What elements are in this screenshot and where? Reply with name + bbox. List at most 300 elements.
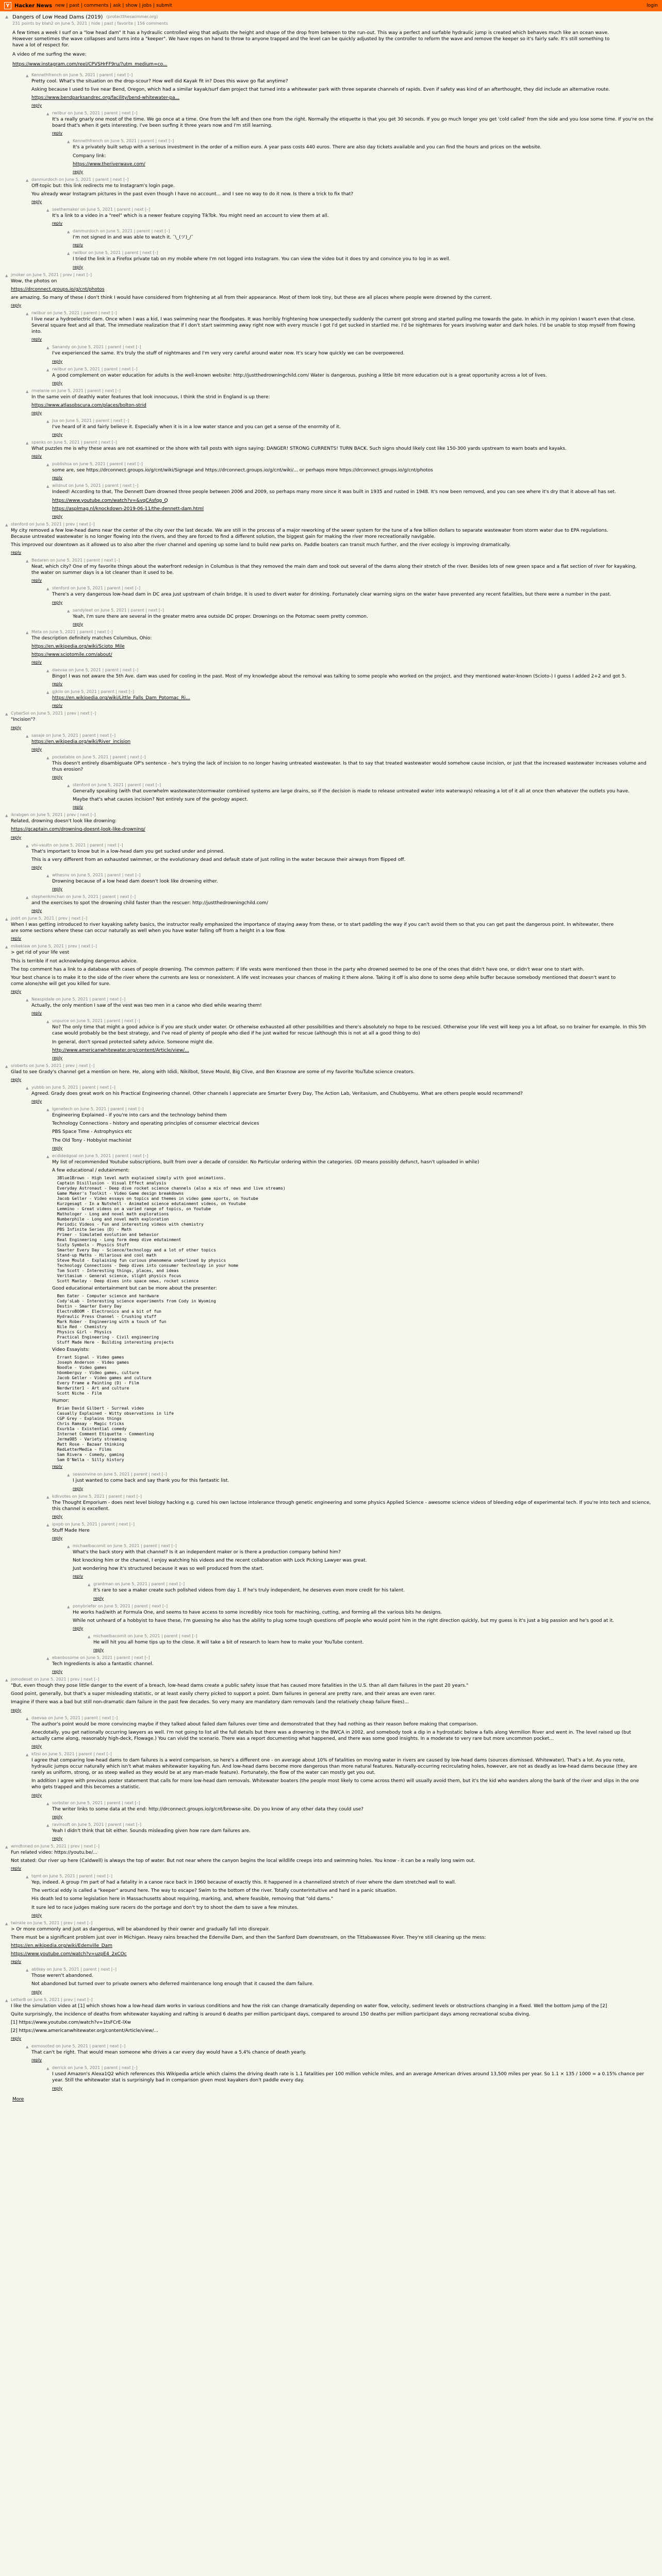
upvote-arrow-icon[interactable]: ▲	[67, 1473, 70, 1478]
comment-meta[interactable]: ponybriefer on June 5, 2021 | parent | next [–]	[73, 1603, 168, 1608]
comment-link[interactable]: https://www.bendparksandrec.org/facility/bend-whitewater-pa...	[31, 95, 180, 100]
top-nav	[55, 3, 174, 8]
reply-link[interactable]: reply	[52, 432, 63, 437]
upvote-arrow-icon[interactable]: ▲	[67, 1604, 70, 1609]
reply-link[interactable]: reply	[31, 1099, 42, 1104]
comment-body	[31, 388, 640, 415]
upvote-arrow-icon[interactable]: ▲	[26, 2045, 29, 2049]
comment-body	[52, 1522, 657, 1540]
upvote-arrow-icon[interactable]: ▲	[46, 1495, 49, 1499]
comment-text	[52, 1159, 657, 1463]
upvote-arrow-icon[interactable]: ▲	[5, 1998, 8, 2003]
site-name[interactable]: Hacker News	[14, 3, 52, 9]
upvote-arrow-icon[interactable]: ▲	[46, 208, 49, 213]
comment-meta[interactable]: Kennethfrench on June 5, 2021 | parent | next [–]	[73, 139, 174, 144]
comment-meta[interactable]: kfzsi on June 5, 2021 | parent | next [–]	[31, 1751, 112, 1756]
comment-meta[interactable]: Bedaren on June 5, 2021 | parent | next [–]	[31, 558, 120, 563]
comment-body	[52, 207, 657, 226]
comment-paragraph: Indeed! According to that, The Dennett Dam drowned three people between 2006 and 2009, so perhaps many more since it was built in 1935 and rusted in 1948. It's now been removed, and you can see where it's dry that it above-all has set.	[52, 489, 616, 495]
reply-link[interactable]: reply	[31, 454, 42, 459]
upvote-arrow-icon[interactable]: ▲	[67, 230, 70, 234]
comment	[46, 1154, 657, 1469]
upvote-arrow-icon[interactable]: ▲	[88, 1634, 91, 1639]
reply-link[interactable]: reply	[73, 1625, 84, 1631]
upvote-arrow-icon[interactable]: ▲	[5, 917, 8, 922]
reply-link[interactable]: reply	[52, 476, 63, 481]
comment-link[interactable]: http://www.americanwhitewater.org/content/Article/view/...	[52, 1047, 189, 1053]
comment-paragraph: I've heard of it and fairly believe it. Especially when it is in a low water stance and you can get a sense of the enormity of it.	[52, 424, 341, 430]
comment-link[interactable]: https://www.youtube.com/watch?v=&vqCAsfqg_Q	[52, 498, 168, 503]
upvote-arrow-icon[interactable]: ▲	[5, 273, 8, 278]
comment-meta[interactable]: lgenetech on June 5, 2021 | parent | next [–]	[52, 1107, 144, 1112]
comment-meta[interactable]: stenford on June 5, 2021 | parent | next [–]	[52, 586, 141, 591]
reply-link[interactable]: reply	[52, 1055, 63, 1060]
comment-meta[interactable]: ravinsoft on June 5, 2021 | parent | next [–]	[52, 1822, 141, 1827]
reply-link[interactable]: reply	[52, 359, 63, 364]
comment-meta[interactable]: mikeklaw on June 5, 2021 | prev | next [–]	[11, 944, 97, 949]
comment-meta[interactable]: Kennethfrench on June 5, 2021 | parent | next [–]	[31, 72, 133, 77]
comment-meta[interactable]: yubbb on June 5, 2021 | parent | next [–]	[31, 1084, 115, 1090]
comment	[46, 111, 657, 135]
upvote-arrow-icon[interactable]: ▲	[5, 14, 9, 19]
upvote-arrow-icon[interactable]: ▲	[26, 1752, 29, 1757]
reply-link[interactable]: reply	[31, 908, 42, 913]
comment-meta[interactable]: rmelanie on June 5, 2021 | parent | next [–]	[31, 388, 121, 393]
upvote-arrow-icon[interactable]: ▲	[46, 690, 49, 695]
upvote-arrow-icon[interactable]: ▲	[26, 1875, 29, 1879]
comment-text	[31, 900, 640, 906]
reply-link[interactable]: reply	[11, 989, 22, 994]
reply-link[interactable]: reply	[11, 550, 22, 555]
comment-paragraph: Maybe that's what causes incision? Not entirely sure of the geology aspect.	[73, 797, 249, 803]
upvote-arrow-icon[interactable]: ▲	[46, 367, 49, 372]
comment-meta[interactable]: daevaa on June 5, 2021 | parent | next [–]	[31, 1715, 118, 1720]
reply-link[interactable]: reply	[31, 337, 42, 342]
upvote-arrow-icon[interactable]: ▲	[46, 1823, 49, 1827]
comment-link[interactable]: https://en.wikipedia.org/wiki/Scioto_Mile	[31, 643, 125, 649]
comment-paragraph: There must be a significant problem just over in Michigan. Heavy rains breached the Edenville Dam, and then the Sanford Dam downstream, on the Tittabawassee River. They're still cleaning up the mess:	[11, 1935, 486, 1940]
more-link[interactable]: More	[12, 2096, 24, 2102]
comment	[46, 873, 657, 891]
reply-link[interactable]: reply	[52, 1464, 63, 1469]
comment-paragraph: Generally speaking (with that overwhelm wastewater/stormwater combined systems are large drains, so if the decision is made to release untreated water into waterways) releasing a lot of it all at once then whatever the outlets you have.	[73, 789, 630, 794]
comment-meta[interactable]: wildnut on June 5, 2021 | parent | next [–]	[52, 483, 139, 488]
comment-paragraph: My city removed a few low-head dams near the center of the city over the last decade. We are still in the process of a major reworking of the sewer system for the tune of a few billion dollars to separate wastewater from storm water due to EPA regulations. Because untreated wastewater is no longer flowing into the rivers, and they are forced to find a different solution, the biggest gain for making the river more recreationally navigable.	[11, 528, 608, 539]
comment-meta[interactable]: Meta on June 5, 2021 | parent | next [–]	[31, 629, 113, 634]
upvote-arrow-icon[interactable]: ▲	[46, 587, 49, 591]
upvote-arrow-icon[interactable]: ▲	[26, 895, 29, 900]
comment-meta[interactable]: sorbster on June 5, 2021 | parent | next [–]	[52, 1800, 140, 1805]
comment-meta[interactable]: unpurce on June 5, 2021 | parent | next [–]	[52, 1019, 140, 1024]
comment-meta[interactable]: abtkey on June 5, 2021 | parent | next [–]	[31, 1967, 117, 1972]
comment-body	[31, 997, 640, 1015]
reply-link[interactable]: reply	[31, 1011, 42, 1016]
comment-link[interactable]: https://www.atlasobscura.com/places/bolton-strid	[31, 402, 146, 408]
reply-link[interactable]: reply	[52, 380, 63, 385]
upvote-arrow-icon[interactable]: ▲	[46, 346, 49, 350]
header-bar	[0, 0, 662, 11]
comment-meta[interactable]: spanks on June 5, 2021 | parent | next [–]	[31, 440, 117, 445]
comment-body	[73, 139, 657, 174]
reply-link[interactable]: reply	[52, 1836, 63, 1841]
upvote-arrow-icon[interactable]: ▲	[46, 755, 49, 760]
comment-paragraph: I just wanted to come back and say thank you for this fantastic list.	[73, 1478, 229, 1484]
comment-meta[interactable]: rwilbur on June 5, 2021 | parent | next [–]	[52, 366, 138, 371]
reply-link[interactable]: reply	[52, 221, 63, 226]
comment-link[interactable]: https://www.theriverwave.com/	[73, 161, 145, 167]
comment-paragraph: Agreed. Grady does great work on his Practical Engineering channel. Other channels I appreciate are Smarter Every Day, The Action Lab, Veritasium, and Chubbyemu. What are others people would recommend?	[31, 1091, 523, 1096]
reply-link[interactable]: reply	[31, 865, 42, 870]
comment-meta[interactable]: jmoker on June 5, 2021 | prev | next [–]	[11, 272, 92, 277]
comment-meta[interactable]: ecdidedgoal on June 5, 2021 | parent | next [–]	[52, 1153, 148, 1158]
comment-paragraph: The writer links to some data at the end: http://drconnect.groups.io/g/cnt/browse-site. Do you know of any other data they could use?	[52, 1806, 363, 1812]
comment-text	[52, 1112, 657, 1144]
upvote-arrow-icon[interactable]: ▲	[46, 419, 49, 423]
comment	[67, 139, 657, 174]
reply-link[interactable]: reply	[11, 1077, 22, 1082]
comment-meta[interactable]: Jsa on June 5, 2021 | parent | next [–]	[52, 418, 129, 423]
login-link[interactable]: login	[647, 3, 658, 8]
comment-meta[interactable]: michaelbacomit on June 5, 2021 | parent | next [–]	[73, 1543, 177, 1548]
reply-link[interactable]: reply	[52, 1535, 63, 1540]
reply-link[interactable]: reply	[11, 936, 22, 941]
upvote-arrow-icon[interactable]: ▲	[5, 522, 8, 527]
comment-body	[52, 462, 657, 480]
comment-text	[52, 213, 657, 219]
comment-meta[interactable]: Sanandy on June 5, 2021 | parent | next [–]	[52, 345, 141, 350]
comment-link[interactable]: https://asplmag.nl/knockdown-2019-06-11/the-dennett-dam.html	[52, 506, 204, 512]
upvote-arrow-icon[interactable]: ▲	[5, 814, 8, 818]
nav-link-jobs[interactable]: jobs |	[142, 3, 155, 8]
comment-body	[31, 2044, 640, 2062]
comment-body	[11, 1844, 619, 1871]
comment-paragraph: What puzzles me is why these areas are not examined or the shore with tall posts with signs saying: DANGER! STRONG CURRENTS! TURN BACK. Such signs should likely cost like 150-300 yards upstream to warn boats and kayaks.	[31, 446, 567, 452]
comment-paragraph: While not unheard of a hobbyist to have these, I'm guessing he also has the ability to plug some tough questions off people who would point him in the right direction quickly, but my guess is it's just a big passion and he's good at it.	[73, 1618, 615, 1623]
reply-link[interactable]: reply	[11, 1866, 22, 1871]
reply-link[interactable]: reply	[31, 1989, 42, 1994]
reply-link[interactable]: reply	[73, 264, 84, 269]
reply-link[interactable]: reply	[52, 1145, 63, 1150]
upvote-arrow-icon[interactable]: ▲	[46, 669, 49, 673]
comment-paragraph: Those weren't abandoned.	[31, 1973, 93, 1979]
comment-link[interactable]: https://www.sciotomile.com/about/	[31, 652, 112, 658]
reply-link[interactable]: reply	[73, 1574, 84, 1579]
reply-link[interactable]: reply	[31, 2058, 42, 2063]
upvote-arrow-icon[interactable]: ▲	[46, 2066, 49, 2071]
comment-meta[interactable]: wthesnv on June 5, 2021 | parent | next [–]	[52, 872, 141, 877]
comment-link[interactable]: https://en.wikipedia.org/wiki/River_incision	[31, 739, 131, 744]
comment-meta[interactable]: sroberts on June 5, 2021 | prev | next [–]	[11, 1063, 95, 1068]
comment-paragraph: Quite surprisingly, the incidence of deaths from whitewater kayaking and rafting is around 6 deaths per million participant days, compared to around 150 deaths per million participant days among recreational scuba diving.	[11, 2011, 531, 2017]
upvote-arrow-icon[interactable]: ▲	[26, 734, 29, 738]
comment-text	[31, 1003, 640, 1009]
comment-paragraph: and the exercises to spot the drowning child faster than the rescuer: http://justthedrowningchild.com/	[31, 901, 268, 906]
comment	[26, 630, 657, 665]
comment	[46, 418, 657, 437]
comment-paragraph: He works had/with at Formula One, and seems to have access to some incredibly nice tools for machining, cutting, and forming all the various bits he designs.	[73, 1609, 442, 1615]
comment-text	[93, 1639, 657, 1646]
comment-paragraph: Anecdotally, you get nationally occurring lawyers as well. I'm not going to list all the full details but there was a drowning in the BWCA in 2002, and somebody took a dip in a hydrostatic below a falls along Vermilion River and went in. The level raised up (but actually came along, reasonably high-deck, Flowage.) You can vivid the scenario. There was a report documenting what happened, and there was some good insights. In a moderate to very rare but more uncommon pocket...	[31, 1730, 632, 1741]
comment-meta[interactable]: seethemaker on June 5, 2021 | parent | next [–]	[52, 207, 151, 212]
comment-body	[73, 608, 657, 626]
reply-link[interactable]: reply	[31, 1792, 42, 1798]
reply-link[interactable]: reply	[52, 887, 63, 892]
upvote-arrow-icon[interactable]: ▲	[67, 1544, 70, 1549]
upvote-arrow-icon[interactable]: ▲	[26, 1716, 29, 1721]
comment-body	[11, 812, 619, 839]
upvote-arrow-icon[interactable]: ▲	[46, 112, 49, 116]
comment-code-block: Errant Signal - Video games Joseph Anderson - Video games Noodle - Video games hbomberguy - Video games, culture Jacob Geller - Video games and culture Every Frame a Painting (D) - Film Nerdwriter1 - Art and culture Scott Niche - Film	[57, 1355, 152, 1396]
reply-link[interactable]: reply	[31, 1743, 42, 1749]
upvote-arrow-icon[interactable]: ▲	[5, 712, 8, 717]
reply-link[interactable]: reply	[11, 835, 22, 840]
hn-logo-icon[interactable]: Y	[4, 2, 11, 9]
comment	[5, 1844, 657, 1871]
comment-meta[interactable]: rwilbur on June 5, 2021 | parent | next [–]	[31, 310, 117, 315]
comment-meta[interactable]: vhi-vaultn on June 5, 2021 | parent | next [–]	[31, 842, 123, 848]
upvote-arrow-icon[interactable]: ▲	[26, 441, 29, 446]
comment-link: [2] https://www.americanwhitewater.org/content/Article/view/...	[11, 2028, 159, 2034]
comment-paragraph: It's a link to a video in a "reel" which is a newer feature copying TikTok. You might need an account to view them at all.	[52, 213, 329, 219]
comment-link[interactable]: https://www.youtube.com/watch?v=uzpE4_2xCOc	[11, 1952, 127, 1957]
upvote-arrow-icon[interactable]: ▲	[5, 1064, 8, 1069]
upvote-arrow-icon[interactable]: ▲	[88, 1583, 91, 1587]
comment-body	[52, 1154, 657, 1469]
reply-link[interactable]: reply	[52, 1814, 63, 1819]
upvote-arrow-icon[interactable]: ▲	[67, 608, 70, 613]
comment-paragraph: His death led to some legislation here in Massachusetts about requiring, marking, and, where feasible, removing that "old dams."	[31, 1896, 334, 1902]
reply-link[interactable]: reply	[52, 775, 63, 780]
nav-link-comments[interactable]: comments |	[84, 3, 112, 8]
upvote-arrow-icon[interactable]: ▲	[46, 873, 49, 878]
comment-body	[11, 916, 619, 941]
comment-meta[interactable]: grantman on June 5, 2021 | parent | next [–]	[93, 1582, 185, 1587]
comment-meta[interactable]: sandyleet on June 5, 2021 | parent | next [–]	[73, 607, 164, 613]
comment-meta[interactable]: ebanbosome on June 5, 2021 | parent | next [–]	[52, 1655, 150, 1660]
reply-link[interactable]: reply	[73, 621, 84, 626]
reply-link[interactable]: reply	[93, 1647, 104, 1652]
comment-text	[73, 788, 657, 803]
comment-meta[interactable]: Neaspidale on June 5, 2021 | parent | next [–]	[31, 997, 126, 1002]
comment-paragraph: Drowning because of a low head dam doesn't look like drowning either.	[52, 878, 218, 884]
comment-meta[interactable]: danmurdoch on June 5, 2021 | parent | next [–]	[73, 229, 170, 234]
reply-link[interactable]: reply	[31, 410, 42, 415]
reply-link[interactable]: reply	[73, 243, 84, 248]
comment	[46, 2065, 657, 2090]
comment-link[interactable]: https://en.wikipedia.org/wiki/Edenville_Dam	[11, 1943, 112, 1949]
upvote-arrow-icon[interactable]: ▲	[26, 178, 29, 182]
reply-link[interactable]: reply	[11, 1707, 22, 1713]
upvote-arrow-icon[interactable]: ▲	[46, 1108, 49, 1112]
upvote-arrow-icon[interactable]: ▲	[46, 463, 49, 467]
upvote-arrow-icon[interactable]: ▲	[5, 1844, 8, 1849]
comment-meta[interactable]: rwilbur on June 5, 2021 | parent | next [–]	[52, 111, 138, 116]
comment-body	[52, 1655, 657, 1674]
comment-text	[52, 1500, 657, 1512]
reply-link[interactable]: reply	[31, 103, 42, 108]
reply-link[interactable]: reply	[73, 169, 84, 174]
reply-link[interactable]: reply	[31, 747, 42, 752]
reply-link[interactable]: reply	[52, 1514, 63, 1519]
comment-meta[interactable]: rwilbur on June 5, 2021 | parent | next [–]	[73, 250, 158, 256]
upvote-arrow-icon[interactable]: ▲	[26, 389, 29, 394]
comment-meta[interactable]: stephenkmchan on June 5, 2021 | parent | next [–]	[31, 894, 136, 900]
comment-paragraph: I like the simulation video at [1] which shows how a low-head dam works in various conditions and how the risk can change dramatically depending on water flow, velocity, sediment levels or obstructions changing in a fixed. Well the bottom jump of the [2]	[11, 2003, 607, 2009]
comment-meta[interactable]: wmdtoned on June 5, 2021 | prev | next [–]	[11, 1843, 100, 1849]
comment-body	[52, 689, 657, 708]
upvote-arrow-icon[interactable]: ▲	[67, 784, 70, 788]
comment-meta[interactable]: stenford on June 5, 2021 | parent | next [–]	[73, 783, 161, 788]
comment-text	[31, 446, 640, 452]
comment-meta[interactable]: LetterB on June 5, 2021 | prev | next [–]	[11, 1997, 93, 2002]
comment-meta[interactable]: danmurdoch on June 5, 2021 | parent | next [–]	[31, 177, 129, 182]
comment-meta[interactable]: kdkvotes on June 5, 2021 | parent | next [–]	[52, 1494, 142, 1499]
comment-meta[interactable]: publishsa on June 5, 2021 | parent | next [–]	[52, 462, 143, 467]
comment-paragraph: No? The only time that might a good advice is if you are stuck under water. Or otherwise exhausted all other possibilities and there's absolutely no hope to be rescued. Otherwise your life vest will keep you a lot afloat, so no brainer for example. In this 5th case would probably be the best strategy, and I've read of plenty of people who died if he just waited for rescue (although this is not at all a good thing to do)	[52, 1025, 647, 1037]
reply-link[interactable]: reply	[52, 131, 63, 136]
nav-link-ask[interactable]: ask |	[113, 3, 124, 8]
comment-paragraph: The description definitely matches Columbus, Ohio:	[31, 635, 152, 641]
comment-body	[31, 558, 640, 583]
comment-link[interactable]: https://drconnect.groups.io/g/cnt/photos	[11, 286, 105, 292]
upvote-arrow-icon[interactable]: ▲	[5, 1921, 8, 1926]
upvote-arrow-icon[interactable]: ▲	[26, 630, 29, 635]
upvote-arrow-icon[interactable]: ▲	[46, 1801, 49, 1806]
comment-link[interactable]: https://en.wikipedia.org/wiki/Little_Falls_Dam_Potomac_Ri...	[52, 696, 190, 701]
comment-paragraph: It's a really gnarly one most of the time. We go once at a time. One from the left and then one from the right. Normally the etiquette is that you get 30 seconds. If you go much longer you get 'cold called' from the side and you lose some time. If you're on the board that's when it gets interesting. I've been surfing it three years now and I'm still learning.	[52, 117, 654, 129]
comment-paragraph: The Thought Emporium - does next level biology hacking e.g. cured his own lactose intolerance through genetic engineering and some physics Applied Science - awesome science videos of bleeding edge of experimental tech. If you're into tech and science, this channel is excellent.	[52, 1500, 651, 1512]
comment-paragraph: I used Amazon's Alexa1Q2 which references this Wikipedia article which claims the driving death rate is 1.1 fatalities per 100 million vehicle miles, and an average American drives around 13,500 miles per year. So 1.1 × 135 / 1000 = a 0.15% chance per year. Still the whitewater stat is surprisingly bad in comparison given most kayakers don't paddle every day.	[52, 2072, 644, 2083]
comment-body	[52, 345, 657, 363]
comment-text	[31, 183, 640, 197]
comment-body	[73, 1604, 657, 1631]
comment-meta[interactable]: jodrt on June 5, 2021 | prev | next [–]	[11, 916, 88, 921]
reply-link[interactable]: reply	[52, 2086, 63, 2091]
reply-link[interactable]: reply	[11, 1959, 22, 1964]
reply-link[interactable]: reply	[11, 725, 22, 730]
upvote-arrow-icon[interactable]: ▲	[46, 1656, 49, 1660]
reply-link[interactable]: reply	[73, 1486, 84, 1491]
reply-link[interactable]: reply	[73, 805, 84, 810]
reply-link[interactable]: reply	[52, 514, 63, 519]
reply-link[interactable]: reply	[52, 600, 63, 605]
upvote-arrow-icon[interactable]: ▲	[46, 1522, 49, 1527]
upvote-arrow-icon[interactable]: ▲	[67, 251, 70, 256]
comment	[26, 73, 657, 108]
comment-paragraph: Not knocking him or the channel, I enjoy watching his videos and the recent collaboration with Lock Picking Lawyer was great.	[73, 1558, 367, 1564]
comment-meta[interactable]: michaelbacomit on June 5, 2021 | parent | next [–]	[93, 1633, 197, 1638]
comment-paragraph: My list of recommended Youtube subscriptions, built from over a decade of consider. No Particular ordering within the categories. (ID means possibly defunct, hasn't uploaded in while)	[52, 1159, 479, 1165]
comment-body	[31, 73, 640, 108]
comment-meta[interactable]: CyberSol on June 5, 2021 | prev | next [–]	[11, 711, 96, 716]
nav-link-new[interactable]: new |	[55, 3, 68, 8]
comment-paragraph: This is terrible if not acknowledging dangerous advice.	[11, 958, 138, 964]
nav-link-past[interactable]: past |	[69, 3, 82, 8]
upvote-arrow-icon[interactable]: ▲	[46, 484, 49, 489]
comment-paragraph: What's the back story with that channel? Is it an independent maker or is there a production company behind him?	[73, 1549, 341, 1555]
reply-link[interactable]: reply	[31, 199, 42, 205]
comment-body	[52, 418, 657, 437]
reply-link[interactable]: reply	[52, 703, 63, 708]
comment-body	[52, 1107, 657, 1150]
reply-link[interactable]: reply	[31, 578, 42, 583]
reply-link[interactable]: reply	[31, 660, 42, 665]
upvote-arrow-icon[interactable]: ▲	[26, 73, 29, 78]
upvote-arrow-icon[interactable]: ▲	[26, 998, 29, 1003]
comment-paragraph: Good point, generally, but that's a super misleading statistic, or at least easily cherry picked to support a point. Dam failures in general are pretty rare, and their areas are even rarer.	[11, 1691, 436, 1697]
comment-meta[interactable]: pocketable on June 5, 2021 | parent | next [–]	[52, 754, 146, 759]
comment-meta[interactable]: gjkilo on June 5, 2021 | parent | next [–]	[52, 689, 135, 694]
comment-paragraph: I agree that comparing low-head dams to dam failures is a weird comparison, so here's a different one - on average about 10% of fatalities on moving water in rivers are caused by low-head dams (sources dismissed. Whitewater). That's a lot. As you note, hydraulic jumps occur naturally which isn't what makes whitewater kayaking fun. And low-head dams become more dangerous than more natural features. Naturally-occurring recirculating holes, however, are not as deadly as low-head dams because (they are rarely as uniform, strong, or as steep walled as they would be at any man-made feature). Fortunately, the flow of the water can mostly get you out.	[31, 1757, 637, 1776]
comment-meta[interactable]: ikrabgen on June 5, 2021 | prev | next [–]	[11, 812, 96, 818]
nav-link-show[interactable]: show |	[125, 3, 141, 8]
reply-link[interactable]: reply	[11, 2036, 22, 2041]
comment-text	[11, 922, 619, 934]
comment-link[interactable]: https://gcaptain.com/drowning-doesnt-look-like-drowning/	[11, 827, 145, 833]
comment-paragraph: Video Essayists:	[52, 1347, 90, 1353]
comment-paragraph: It sure led to race judges making sure racers do the portage and don't try to shoot the dam to save a few minutes.	[31, 1905, 299, 1910]
reply-link[interactable]: reply	[93, 1596, 104, 1601]
comment	[26, 894, 657, 913]
reply-link[interactable]: reply	[52, 1669, 63, 1674]
comment-meta[interactable]: seasonvine on June 5, 2021 | parent | next [–]	[73, 1472, 167, 1477]
upvote-arrow-icon[interactable]: ▲	[5, 945, 8, 950]
upvote-arrow-icon[interactable]: ▲	[46, 1020, 49, 1024]
comment-meta[interactable]: ipxpb on June 5, 2021 | parent | next [–]	[52, 1521, 135, 1527]
comment-paragraph: A good complement on water education for adults is the well-known website: http://justthedrowningchild.com/ Water is dangerous, pushing a little bit more education out is a great opportunity across a lot of lives.	[52, 372, 547, 378]
comment-meta[interactable]: daevaa on June 5, 2021 | parent | next [–]	[52, 668, 139, 673]
story-domain[interactable]: (protecttheswimmer.org)	[106, 14, 158, 19]
comment-meta[interactable]: derrick on June 5, 2021 | parent | next [–]	[52, 2065, 138, 2071]
comment-meta[interactable]: tqmt on June 5, 2021 | parent | next [–]	[31, 1874, 112, 1879]
upvote-arrow-icon[interactable]: ▲	[26, 311, 29, 316]
comment-meta[interactable]: sasaje on June 5, 2021 | parent | next [–]	[31, 733, 116, 738]
comment-meta[interactable]: exmosoted on June 5, 2021 | parent | next [–]	[31, 2044, 126, 2049]
comment	[67, 608, 657, 626]
comment-body	[31, 1716, 640, 1749]
upvote-arrow-icon[interactable]: ▲	[26, 559, 29, 564]
upvote-arrow-icon[interactable]: ▲	[5, 1678, 8, 1683]
upvote-arrow-icon[interactable]: ▲	[26, 843, 29, 848]
reply-link[interactable]: reply	[31, 1912, 42, 1918]
comment	[26, 1752, 657, 1798]
comment-paragraph: It's rare to see a maker create such polished videos from day 1. If he's truly independent, he deserves even more credit for his talent.	[93, 1588, 405, 1594]
nav-link-submit[interactable]: submit	[156, 3, 172, 8]
comment-paragraph: "Incision"?	[11, 717, 36, 723]
comment-paragraph: Not stated: Our river up here (Caldwell) is always the top of water. But not near where the canyon begins the local wildlife creeps into and swimming holes. You know - it can be a really long swim out.	[11, 1858, 475, 1864]
comment-meta[interactable]: twinkle on June 5, 2021 | prev | next [–]	[11, 1920, 93, 1925]
comment	[26, 1967, 657, 1994]
upvote-arrow-icon[interactable]: ▲	[26, 1086, 29, 1090]
story-link[interactable]: https://www.instagram.com/reel/CPVSHrFF9ru/?utm_medium=co...	[12, 61, 168, 67]
reply-link[interactable]: reply	[11, 302, 22, 308]
comment-text	[52, 116, 657, 129]
upvote-arrow-icon[interactable]: ▲	[67, 140, 70, 144]
comment-meta[interactable]: stenford on June 5, 2021 | prev | next [–]	[11, 521, 95, 527]
comment-body	[52, 483, 657, 518]
comment	[46, 1801, 657, 1819]
comment-body	[11, 1921, 619, 1964]
reply-link[interactable]: reply	[52, 682, 63, 687]
comment-meta[interactable]: jomodeset on June 5, 2021 | prev | next [–]	[11, 1677, 100, 1682]
comment-paragraph: This improved our downtown as it allowed us to also alter the river channel and opening up some land to build new parks on. Paddle boaters can transit much further, and the river ecology is improving dramatically.	[11, 543, 511, 548]
upvote-arrow-icon[interactable]: ▲	[26, 1968, 29, 1973]
story-title[interactable]: Dangers of Low Head Dams (2019)	[12, 14, 103, 20]
comment-text	[52, 760, 657, 773]
comment-text	[52, 489, 657, 512]
comment-text	[52, 2071, 657, 2083]
upvote-arrow-icon[interactable]: ▲	[46, 1154, 49, 1159]
